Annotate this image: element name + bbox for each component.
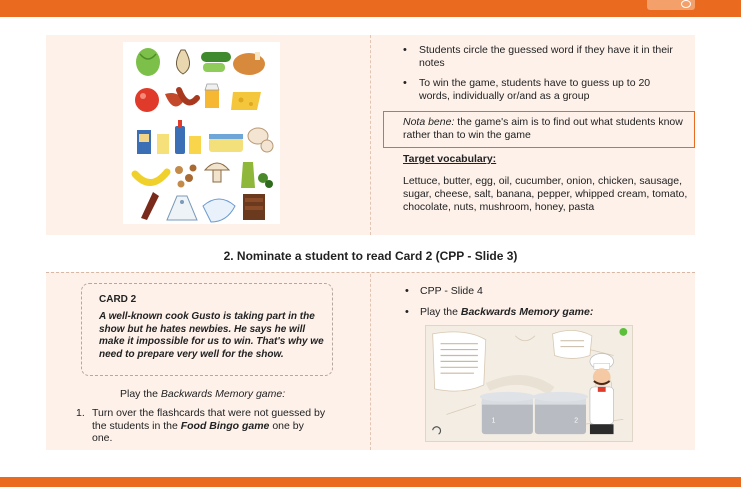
bullet-item: • Students circle the guessed word if they have it in their notes — [403, 44, 683, 69]
play-game-name: Backwards Memory game: — [460, 305, 594, 318]
target-vocabulary-list: Lettuce, butter, egg, oil, cucumber, onion, chicken, sausage, sugar, cheese, salt, banana, pepper, whipped cream, tomato, chocolate, nuts, mushroom, honey, pasta — [403, 175, 688, 213]
step-list — [76, 407, 326, 445]
step-text-part: one by one. — [92, 419, 304, 444]
bullet-item: • CPP - Slide 4 — [405, 285, 675, 298]
column-divider — [370, 35, 371, 235]
play-instruction — [120, 388, 285, 400]
top-bar — [0, 0, 741, 17]
instruction-bullets — [403, 44, 683, 110]
slide-4-thumbnail — [425, 325, 633, 442]
food-flashcards-illustration — [123, 42, 280, 224]
nota-bene-text: the game's aim is to find out what students know rather than to win the game — [403, 116, 683, 141]
step-number: 1. — [76, 407, 85, 419]
pot-number: 2 — [574, 417, 579, 425]
nota-bene-box — [383, 111, 695, 148]
pot-number: 1 — [491, 417, 496, 425]
card-2 — [81, 283, 333, 376]
food-bingo-name: Food Bingo game — [180, 419, 270, 432]
chef-illustration — [590, 354, 614, 435]
step-text — [76, 407, 326, 445]
card-body: A well-known cook Gusto is taking part in the show but he hates newbies. He says he will make it impossible for us to win. That's why we need to prepare very well for the show. — [99, 311, 324, 360]
nota-bene-label: Nota bene: — [403, 116, 455, 128]
target-vocabulary-title: Target vocabulary: — [403, 153, 497, 165]
bullet-item: • To win the game, students have to guess up to 20 words, individually or/and as a group — [403, 77, 683, 102]
column-divider — [370, 274, 371, 450]
right-instruction-bullets — [405, 285, 675, 326]
logo-circle-icon — [681, 0, 691, 8]
step-text-part: Turn over the flashcards that were not guessed by the students in the — [92, 407, 326, 432]
bottom-bar — [0, 477, 741, 487]
play-game-name: Backwards Memory game: — [160, 388, 286, 400]
step-heading: 2. Nominate a student to read Card 2 (CPP - Slide 3) — [223, 249, 518, 263]
section-divider — [46, 272, 695, 273]
card-title: CARD 2 — [99, 294, 137, 305]
play-prefix: Play the — [120, 388, 161, 400]
bullet-item — [405, 306, 675, 319]
play-prefix: Play the — [420, 305, 461, 318]
